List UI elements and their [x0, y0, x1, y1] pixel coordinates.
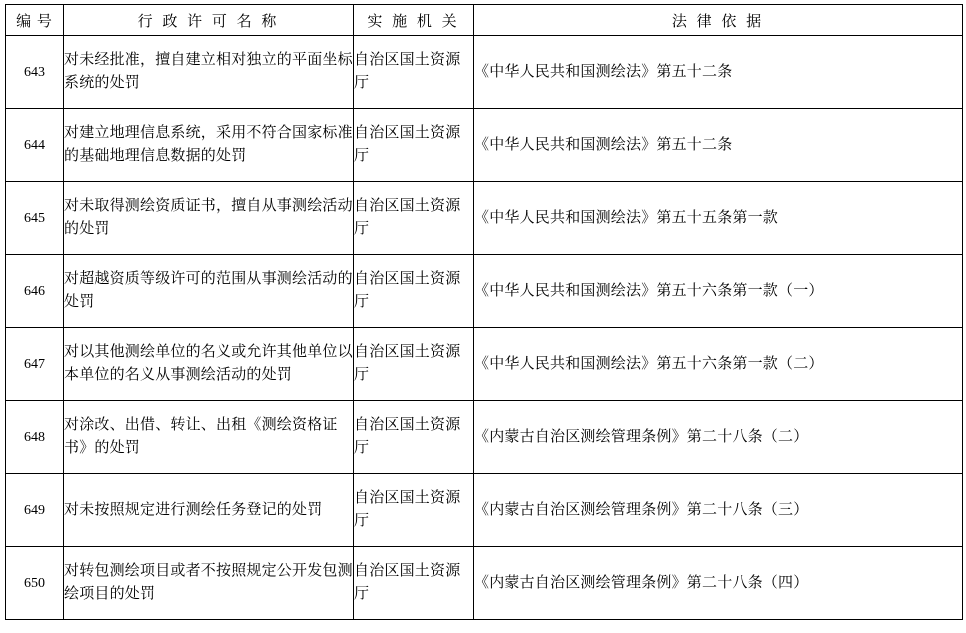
- cell-number: 644: [6, 109, 64, 182]
- cell-legal-basis: 《中华人民共和国测绘法》第五十六条第一款（二）: [474, 328, 963, 401]
- document-page: [0, 4, 966, 633]
- table-row: [6, 328, 963, 401]
- cell-permit-name: 对转包测绘项目或者不按照规定公开发包测绘项目的处罚: [64, 547, 354, 620]
- column-header-organ: 实 施 机 关: [354, 5, 474, 36]
- cell-organ: 自治区国土资源厅: [354, 36, 474, 109]
- column-header-name: 行 政 许 可 名 称: [64, 5, 354, 36]
- cell-number: 645: [6, 182, 64, 255]
- table-header-row: [6, 5, 963, 36]
- cell-organ: 自治区国土资源厅: [354, 109, 474, 182]
- cell-legal-basis: 《内蒙古自治区测绘管理条例》第二十八条（三）: [474, 474, 963, 547]
- cell-permit-name: 对未取得测绘资质证书，擅自从事测绘活动的处罚: [64, 182, 354, 255]
- cell-organ: 自治区国土资源厅: [354, 182, 474, 255]
- table-row: [6, 182, 963, 255]
- cell-legal-basis: 《内蒙古自治区测绘管理条例》第二十八条（二）: [474, 401, 963, 474]
- cell-legal-basis: 《中华人民共和国测绘法》第五十五条第一款: [474, 182, 963, 255]
- table-row: [6, 36, 963, 109]
- cell-permit-name: 对超越资质等级许可的范围从事测绘活动的处罚: [64, 255, 354, 328]
- cell-permit-name: 对建立地理信息系统，采用不符合国家标准的基础地理信息数据的处罚: [64, 109, 354, 182]
- cell-legal-basis: 《中华人民共和国测绘法》第五十六条第一款（一）: [474, 255, 963, 328]
- table-body: [6, 36, 963, 620]
- cell-legal-basis: 《中华人民共和国测绘法》第五十二条: [474, 109, 963, 182]
- cell-organ: 自治区国土资源厅: [354, 547, 474, 620]
- cell-number: 643: [6, 36, 64, 109]
- table-row: [6, 255, 963, 328]
- cell-legal-basis: 《内蒙古自治区测绘管理条例》第二十八条（四）: [474, 547, 963, 620]
- cell-number: 646: [6, 255, 64, 328]
- cell-legal-basis: 《中华人民共和国测绘法》第五十二条: [474, 36, 963, 109]
- cell-permit-name: 对以其他测绘单位的名义或允许其他单位以本单位的名义从事测绘活动的处罚: [64, 328, 354, 401]
- cell-number: 649: [6, 474, 64, 547]
- column-header-basis: 法 律 依 据: [474, 5, 963, 36]
- table-row: [6, 109, 963, 182]
- table-row: [6, 401, 963, 474]
- column-header-number: 编 号: [6, 5, 64, 36]
- administrative-permit-table: [5, 4, 963, 620]
- cell-number: 650: [6, 547, 64, 620]
- cell-permit-name: 对涂改、出借、转让、出租《测绘资格证书》的处罚: [64, 401, 354, 474]
- table-row: [6, 474, 963, 547]
- cell-organ: 自治区国土资源厅: [354, 328, 474, 401]
- cell-number: 648: [6, 401, 64, 474]
- cell-permit-name: 对未按照规定进行测绘任务登记的处罚: [64, 474, 354, 547]
- table-header: [6, 5, 963, 36]
- cell-organ: 自治区国土资源厅: [354, 401, 474, 474]
- cell-permit-name: 对未经批准，擅自建立相对独立的平面坐标系统的处罚: [64, 36, 354, 109]
- cell-organ: 自治区国土资源厅: [354, 255, 474, 328]
- cell-number: 647: [6, 328, 64, 401]
- cell-organ: 自治区国土资源厅: [354, 474, 474, 547]
- table-row: [6, 547, 963, 620]
